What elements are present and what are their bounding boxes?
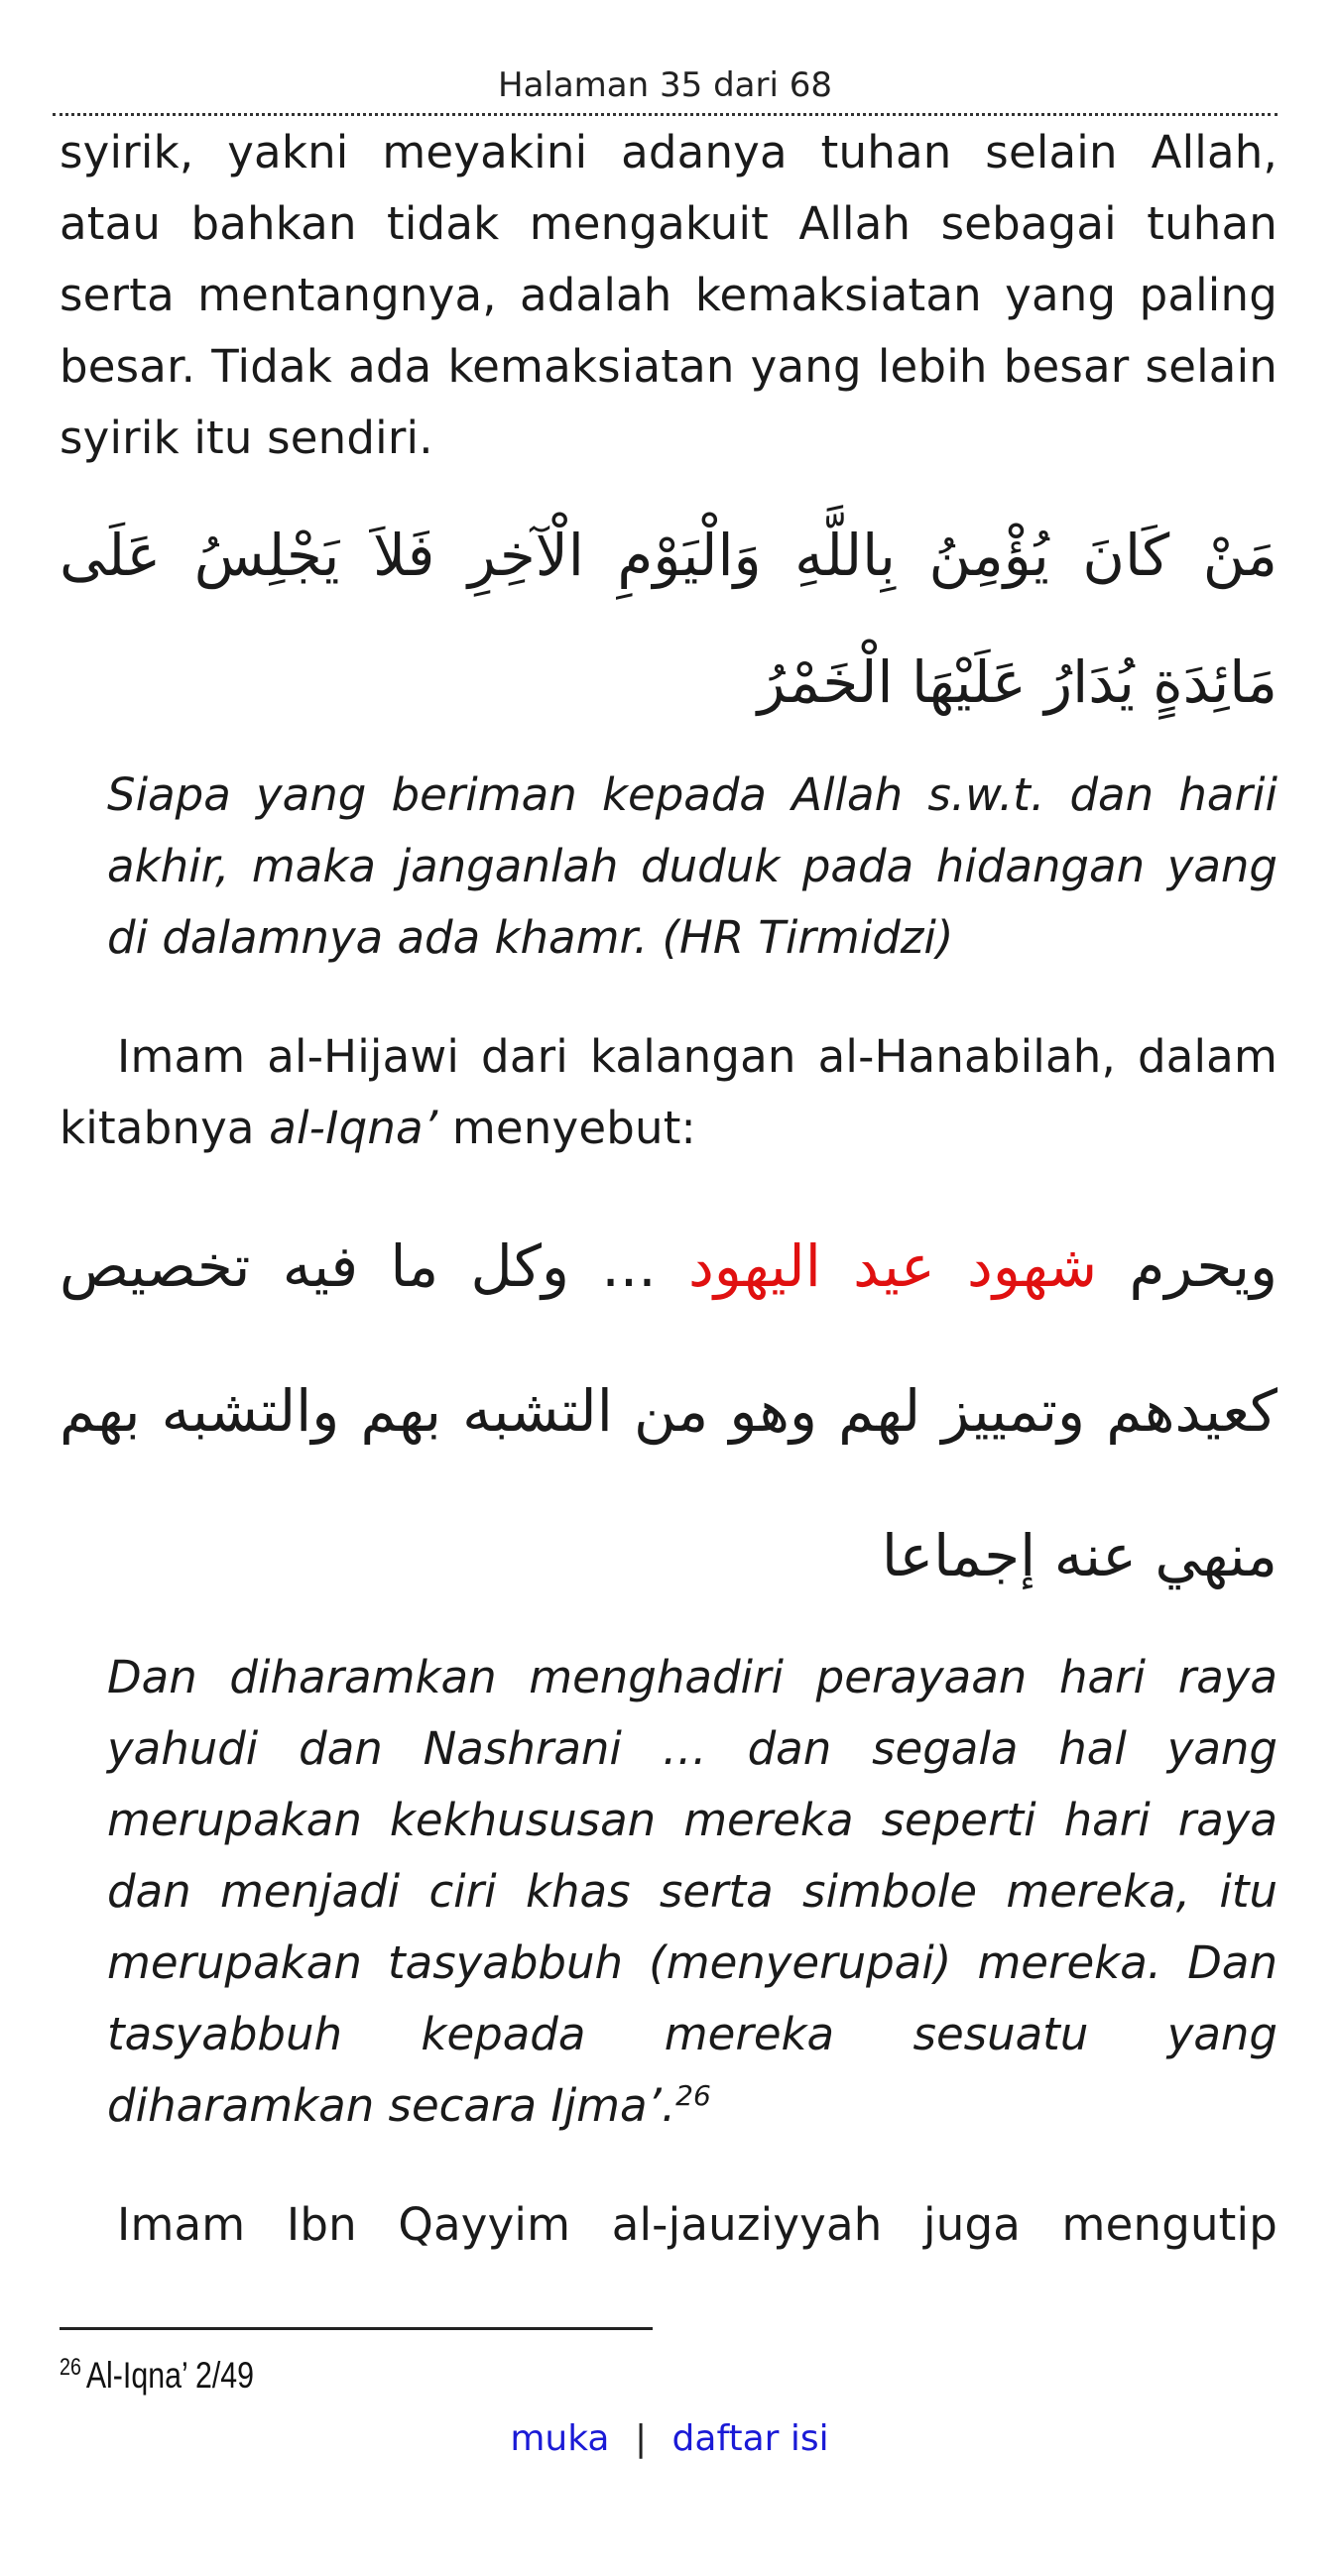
page-navigation — [0, 2409, 1339, 2469]
page-content — [60, 117, 1278, 2261]
footnote-number: 26 — [60, 2353, 81, 2381]
nav-separator: | — [634, 2418, 648, 2459]
home-link[interactable]: muka — [510, 2418, 610, 2459]
paragraph-al-hijawi-end: menyebut: — [437, 1102, 696, 1154]
paragraph-ibn-qayyim: Imam Ibn Qayyim al-jauziyyah juga mengutip — [117, 2198, 1278, 2251]
footnote-reference[interactable]: 26 — [675, 2079, 711, 2112]
table-of-contents-link[interactable]: daftar isi — [671, 2418, 829, 2459]
arabic-quote-start: ويحرم — [1097, 1232, 1278, 1300]
footnote-text: Al-Iqna’ 2/49 — [85, 2355, 255, 2396]
footnote — [60, 2352, 254, 2400]
hadith-arabic-text: مَنْ كَانَ يُؤْمِنُ بِاللَّهِ وَالْيَوْمِ الْآخِرِ فَلاَ يَجْلِسُ عَلَى مَائِدَةٍ يُدَارُ عَلَيْهَا الْخَمْرُ — [60, 522, 1278, 716]
paragraph-al-hijawi — [60, 1021, 1278, 1164]
al-iqna-translation — [107, 1642, 1278, 2142]
hadith-translation: Siapa yang beriman kepada Allah s.w.t. dan harii akhir, maka janganlah duduk pada hidangan yang di dalamnya ada khamr. (HR Tirmidzi) — [107, 768, 1278, 964]
book-title-al-iqna: al-Iqna’ — [269, 1102, 438, 1154]
al-iqna-translation-text: Dan diharamkan menghadiri perayaan hari raya yahudi dan Nashrani … dan segala hal yang merupakan kekhususan mereka seperti hari raya dan menjadi ciri khas serta simbole mereka, itu merupakan tasyabbuh (menyerupai) mereka. Dan tasyabbuh kepada mereka sesuatu yang diharamkan secara Ijma’. — [107, 1651, 1278, 2132]
arabic-quote-highlight: شهود عيد اليهود — [688, 1232, 1098, 1300]
paragraph-syirik: syirik, yakni meyakini adanya tuhan selain Allah, atau bahkan tidak mengakuit Allah sebagai tuhan serta mentangnya, adalah kemaksiatan yang paling besar. Tidak ada kemaksiatan yang lebih besar selain syirik itu sendiri. — [60, 126, 1278, 464]
page-header — [53, 58, 1278, 116]
page-number-label: Halaman 35 dari 68 — [498, 65, 832, 105]
al-iqna-arabic-quote — [60, 1194, 1278, 1628]
arabic-quote-rest: ... وكل ما فيه تخصيص كعيدهم وتمييز لهم وهو من التشبه بهم والتشبه بهم منهي عنه إجماعا — [60, 1232, 1278, 1589]
footnote-divider — [60, 2327, 653, 2330]
paragraph-al-hijawi-text: Imam al-Hijawi dari kalangan al-Hanabilah, dalam kitabnya — [60, 1030, 1278, 1154]
